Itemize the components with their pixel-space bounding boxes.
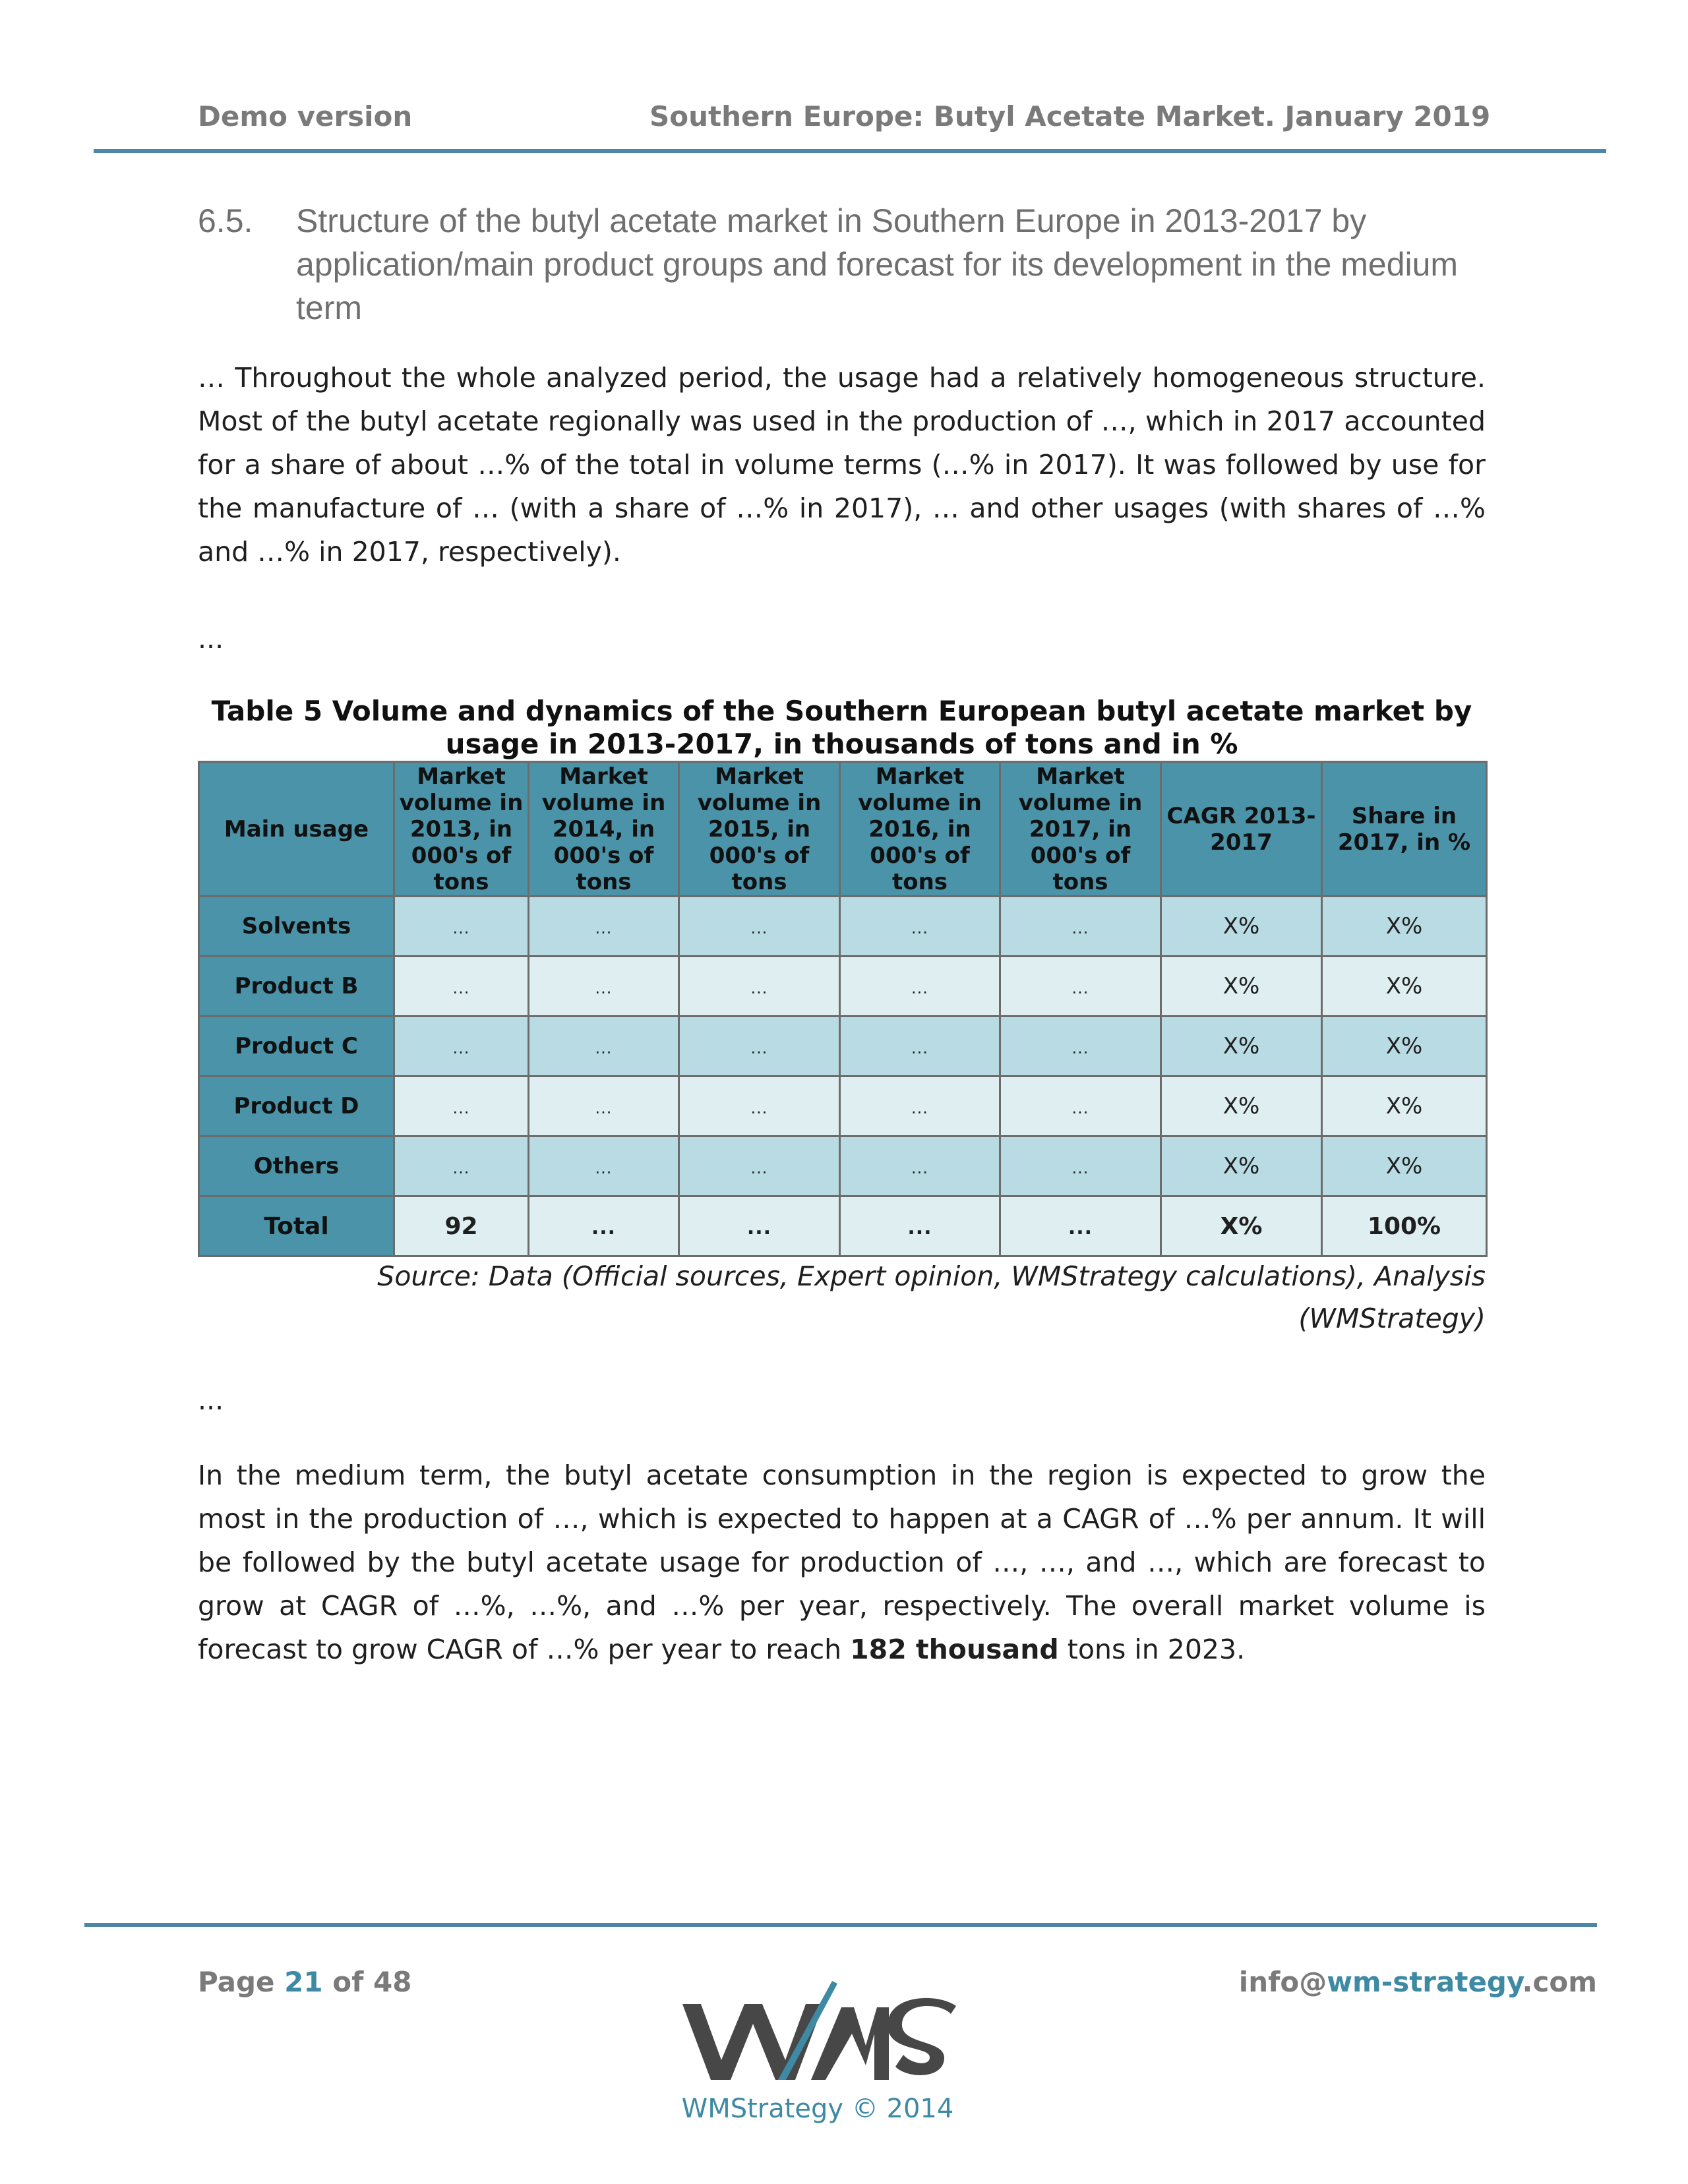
cell-value: ... [452,1099,470,1117]
table-cell [1322,1136,1487,1196]
email-tld: .com [1522,1966,1597,1998]
cell-value: X% [1385,913,1423,939]
cell-value: Solvents [241,913,351,939]
table-cell [394,957,529,1017]
forecast-text: In the medium term, the butyl acetate consumption in the region is expected to grow the most in the production of …, which is expected to happen at a CAGR of …% per annum. It will be followed by the butyl acetate usage for production of …, …, and …, which are forecast to grow at CAGR of …%, …%, and …% per year, respectively. The overall market volume is forecast to grow CAGR of …% per year to reach [198,1460,1486,1665]
paragraph-forecast [198,1454,1486,1671]
table-cell [394,1017,529,1077]
page-prefix: Page [198,1966,275,1998]
paragraph-usage-structure: … Throughout the whole analyzed period, the usage had a relatively homogeneous structure. Most of the butyl acetate regionally was used in the production of …, which in 2017 accounted for a share of about …% of the total in volume terms (…% in 2017). It was followed by use for the manufacture of … (with a share of …% in 2017), … and other usages (with shares of …% and …% in 2017, respectively). [198,362,1486,568]
row-label [199,897,394,957]
cell-value: X% [1222,1093,1260,1119]
cell-value: X% [1222,1033,1260,1059]
table-row [199,1196,1487,1256]
table-cell [394,897,529,957]
table-cell [529,1077,679,1136]
cell-value: X% [1222,913,1260,939]
cell-value: ... [911,919,928,937]
table-cell [1161,1017,1322,1077]
column-header: Market volume in 2016, in 000's of tons [840,762,1000,897]
column-header: Market volume in 2014, in 000's of tons [529,762,679,897]
cell-value: ... [907,1216,932,1239]
email-user: info@ [1238,1966,1327,1998]
contact-email[interactable] [1239,1966,1597,1998]
table-source-note: Source: Data (Official sources, Expert opinion, WMStrategy calculations), Analysis (WMStrategy) [377,1260,1486,1334]
ellipsis-marker: ... [198,1384,224,1416]
cell-value: ... [452,979,470,997]
wms-logo [679,1968,956,2100]
table-cell [1161,1196,1322,1256]
cell-value: ... [452,1159,470,1177]
table-cell [1322,957,1487,1017]
page-mid: of [332,1966,364,1998]
cell-value: Product D [233,1093,359,1119]
header-demo-label: Demo version [198,100,413,133]
cell-value: ... [452,1039,470,1057]
column-header: Market volume in 2013, in 000's of tons [394,762,529,897]
table-cell [529,1136,679,1196]
table-cell [1000,1136,1161,1196]
table-row [199,897,1487,957]
table-cell [1322,1196,1487,1256]
cell-value: ... [1071,1099,1089,1117]
cell-value: ... [452,919,470,937]
cell-value: X% [1385,1033,1423,1059]
cell-value: Product B [234,973,359,999]
table-row [199,1136,1487,1196]
table-cell [1322,1077,1487,1136]
table-cell [679,1136,840,1196]
table-cell [679,957,840,1017]
table-cell [1000,1077,1161,1136]
page-total: 48 [373,1966,412,1998]
forecast-text-end: tons in 2023. [1058,1634,1246,1665]
table-cell [529,1196,679,1256]
table-cell [1161,957,1322,1017]
table-cell [679,1017,840,1077]
cell-value: ... [595,1099,613,1117]
cell-value: X% [1385,1153,1423,1179]
column-header-main-usage: Main usage [199,762,394,897]
column-header: Market volume in 2017, in 000's of tons [1000,762,1161,897]
table-row [199,1077,1487,1136]
table-cell [840,957,1000,1017]
cell-value: ... [595,1159,613,1177]
column-header: Market volume in 2015, in 000's of tons [679,762,840,897]
table-cell [394,1136,529,1196]
cell-value: ... [911,1159,928,1177]
cell-value: ... [595,979,613,997]
cell-value: 92 [444,1212,478,1240]
row-label [199,957,394,1017]
email-domain: wm-strategy [1327,1966,1522,1998]
cell-value: ... [750,1159,768,1177]
header-report-title: Southern Europe: Butyl Acetate Market. January 2019 [649,100,1491,133]
cell-value: ... [911,1099,928,1117]
table-cell [679,1196,840,1256]
table-cell [1000,957,1161,1017]
cell-value: ... [911,979,928,997]
cell-value: ... [1071,1159,1089,1177]
table-caption: Table 5 Volume and dynamics of the Southern European butyl acetate market by usage in 2013-2017, in thousands of tons and in % [211,695,1472,760]
table-cell [394,1196,529,1256]
logo-caption: WMStrategy © 2014 [681,2094,954,2124]
cell-value: ... [1071,919,1089,937]
row-label [199,1017,394,1077]
table-cell [1161,897,1322,957]
cell-value: ... [1068,1216,1093,1239]
cell-value: X% [1385,1093,1423,1119]
cell-value: 100% [1367,1212,1441,1240]
footer-divider [84,1923,1597,1927]
table-cell [1161,1077,1322,1136]
table-cell [1000,1196,1161,1256]
table-cell [1161,1136,1322,1196]
page-number: 21 [284,1966,323,1998]
cell-value: ... [1071,1039,1089,1057]
cell-value: ... [750,919,768,937]
table-cell [394,1077,529,1136]
forecast-volume: 182 thousand [850,1634,1059,1665]
cell-value: X% [1385,973,1423,999]
cell-value: ... [750,1039,768,1057]
table-body [199,897,1487,1256]
section-title: Structure of the butyl acetate market in Southern Europe in 2013-2017 by application/main product groups and forecast for its development in the medium term [296,202,1459,326]
header-divider [94,149,1606,153]
cell-value: ... [595,919,613,937]
cell-value: ... [750,979,768,997]
cell-value: X% [1222,1153,1260,1179]
table-cell [529,1017,679,1077]
row-label [199,1077,394,1136]
table-row [199,1017,1487,1077]
table-header-row [199,762,1487,897]
page-indicator [198,1966,411,1998]
cell-value: ... [746,1216,772,1239]
table-cell [840,1077,1000,1136]
market-table [198,761,1488,1257]
cell-value: Total [264,1212,329,1240]
table-cell [679,897,840,957]
table-row [199,957,1487,1017]
table-cell [1322,1017,1487,1077]
row-label [199,1136,394,1196]
table-cell [1000,897,1161,957]
table-cell [679,1077,840,1136]
table-cell [840,897,1000,957]
table-cell [840,1136,1000,1196]
table-cell [529,897,679,957]
cell-value: ... [591,1216,617,1239]
row-label [199,1196,394,1256]
cell-value: ... [595,1039,613,1057]
cell-value: ... [1071,979,1089,997]
column-header: Share in 2017, in % [1322,762,1487,897]
table-cell [529,957,679,1017]
section-number: 6.5. [198,202,253,239]
cell-value: ... [750,1099,768,1117]
cell-value: X% [1220,1212,1263,1240]
cell-value: X% [1222,973,1260,999]
table-cell [840,1017,1000,1077]
cell-value: Others [253,1153,340,1179]
table-cell [1000,1017,1161,1077]
cell-value: Product C [235,1033,358,1059]
cell-value: ... [911,1039,928,1057]
ellipsis-marker: ... [198,623,224,655]
table-cell [1322,897,1487,957]
table-cell [840,1196,1000,1256]
column-header: CAGR 2013-2017 [1161,762,1322,897]
